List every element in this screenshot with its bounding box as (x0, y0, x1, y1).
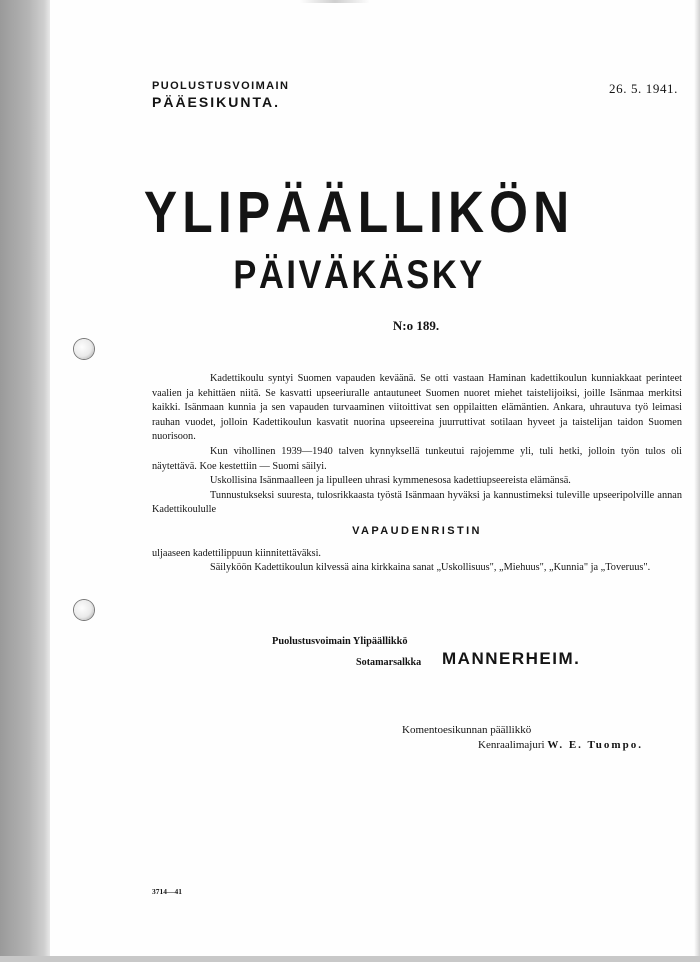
punch-hole-upper (74, 339, 94, 359)
signatory-title: Puolustusvoimain Ylipäällikkö (272, 635, 408, 647)
scan-left-edge (0, 0, 50, 962)
decoration-name: VAPAUDENRISTIN (352, 524, 482, 537)
document-title-line2: PÄIVÄKÄSKY (233, 253, 485, 297)
order-number: N:o 189. (392, 318, 440, 333)
print-code: 3714—41 (152, 887, 182, 896)
paragraph: Kadettikoulu syntyi Suomen vapauden keväänä. Se otti vastaan Haminan kadettikoulun kunniakkaat perinteet vaalien ja kehittäen niitä. Se kasvatti upseeriuralle antautuneet Suomen nuoret miehet taistelijoiksi, joille Isänmaa merkitsi kaikki. Isänmaan kunnia ja sen vapauden turvaaminen viitoittivat sen oppilaitten elämäntien. Ankara, uhrautuva työ leimasi rauhan vuodet, jolloin Kadettikoulun kasvatit nuorina upseereina juurruttivat sotilaan hyveet ja taistelijan taidon Suomen nuorisoon. (152, 373, 682, 443)
scan-artifact (300, 0, 370, 3)
organization-name: PUOLUSTUSVOIMAIN (152, 80, 290, 92)
scan-right-edge (694, 0, 700, 962)
countersignature-title: Komentoesikunnan päällikkö (402, 724, 532, 736)
paragraph: Säilyköön Kadettikoulun kilvessä aina kirkkaina sanat „Uskollisuus", „Miehuus", „Kunnia" ja „Toveruus". (210, 562, 651, 574)
paragraph: Tunnustukseksi suuresta, tulosrikkaasta työstä Isänmaan hyväksi ja kannustimeksi tuleville upseeripolville annan Kadettikoululle (152, 489, 682, 516)
signatory-name: MANNERHEIM. (442, 649, 581, 668)
countersignatory-name: W. E. Tuompo. (547, 739, 643, 751)
signature-block (272, 634, 416, 648)
scan-bottom-edge (0, 956, 700, 962)
countersignatory-rank: Kenraalimajuri (478, 739, 545, 751)
countersignature-row (478, 739, 643, 751)
organization-unit: PÄÄESIKUNTA. (152, 94, 280, 110)
punch-hole-lower (74, 600, 94, 620)
document-title-line1: YLIPÄÄLLIKÖN (143, 180, 575, 245)
paragraph: Uskollisina Isänmaalleen ja lipulleen uhrasi kymmenesosa kadettiupseereista elämänsä. (210, 475, 571, 487)
signatory-rank-row (356, 652, 427, 670)
order-body (152, 372, 682, 576)
document-date: 26. 5. 1941. (609, 81, 678, 96)
signatory-rank: Sotamarsalkka (356, 656, 422, 668)
paragraph: Kun vihollinen 1939—1940 talven kynnyksellä tunkeutui rajojemme yli, tuli hetki, jolloin työn tulos oli näytettävä. Koe kestettiin — Suomi säilyi. (152, 445, 682, 472)
paragraph: uljaaseen kadettilippuun kiinnitettäväksi. (152, 547, 321, 559)
